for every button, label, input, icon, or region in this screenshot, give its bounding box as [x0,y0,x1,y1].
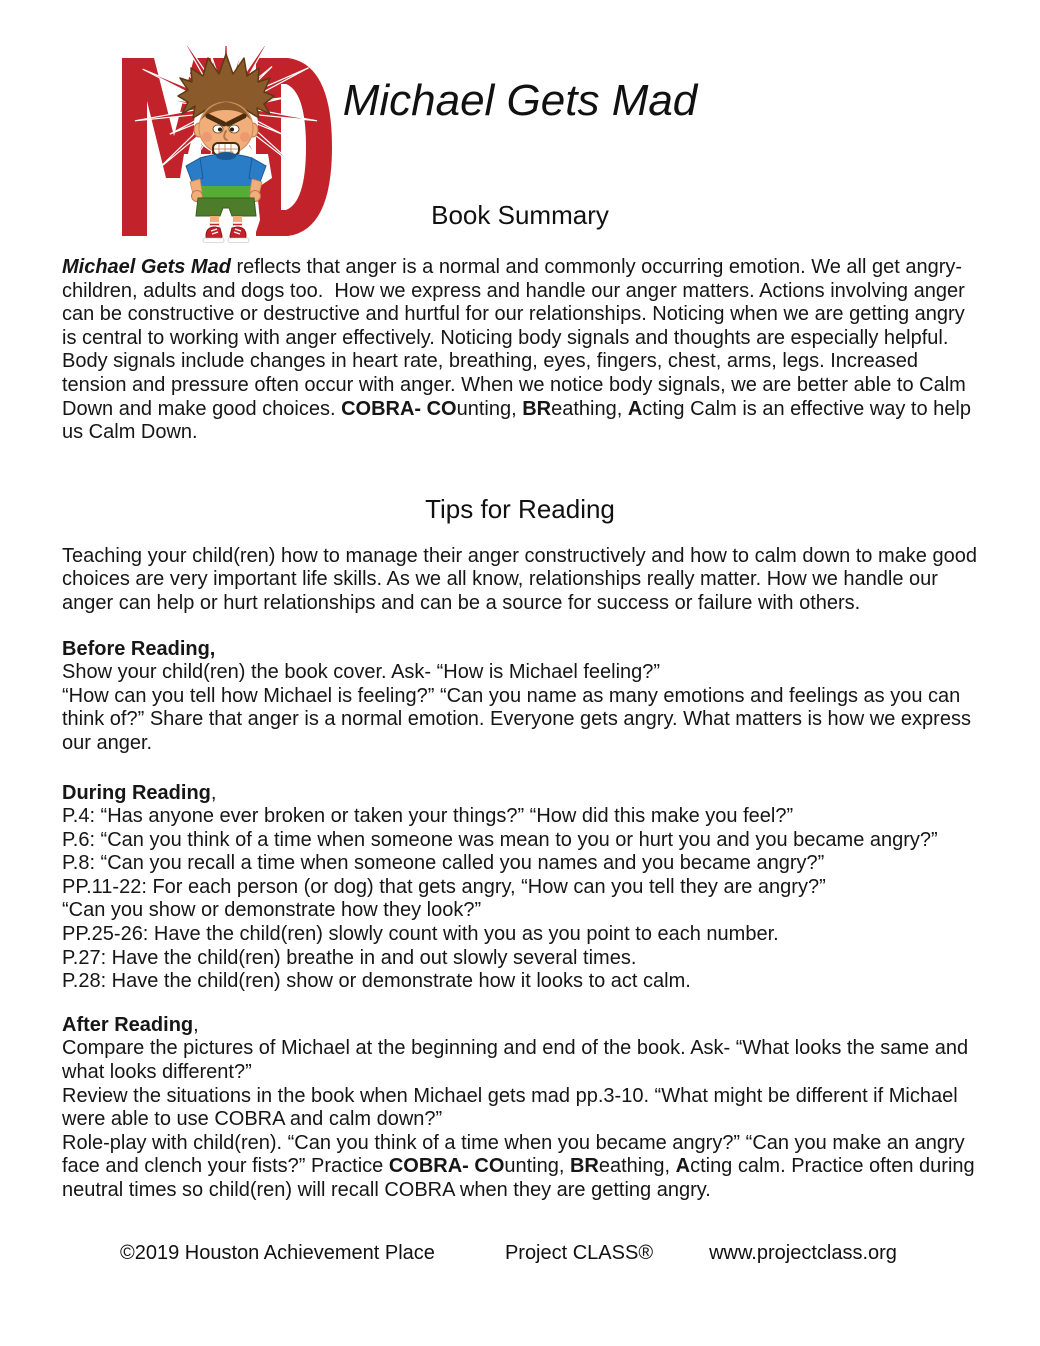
after-reading-paragraph: Compare the pictures of Michael at the beginning and end of the book. Ask- “What looks the same and what looks different?” [62,1037,974,1084]
during-reading-line: P.4: “Has anyone ever broken or taken your things?” “How did this make you feel?” [62,805,794,828]
during-reading-line: P.28: Have the child(ren) show or demonstrate how it looks to act calm. [62,970,691,993]
review-paragraph: Review the situations in the book when Michael gets mad pp.3-10. “What might be different if Michael were able to use COBRA and calm down?” [62,1084,964,1131]
page-title: Michael Gets Mad [342,76,698,125]
tips-intro-paragraph: Teaching your child(ren) how to manage their anger constructively and how to calm down to make good choices are very important life skills. As we all know, relationships really matter. How we handle our anger can help or hurt relationships and can be a source for success or failure with others. [62,544,983,614]
footer-copyright: ©2019 Houston Achievement Place [120,1241,435,1264]
header [0,0,1040,256]
before-reading-heading: Before Reading, [62,637,216,660]
during-reading-line: P.8: “Can you recall a time when someone called you names and you became angry?” [62,852,825,875]
before-reading-line: Show your child(ren) the book cover. Ask- “How is Michael feeling?” [62,661,661,684]
after-reading-heading: After Reading, [62,1013,199,1036]
during-reading-line: PP.25-26: Have the child(ren) slowly count with you as you point to each number. [62,923,779,946]
during-reading-heading: During Reading, [62,781,217,804]
document-body [62,256,983,1265]
during-reading-line: P.6: “Can you think of a time when someone was mean to you or hurt you and you became angry?” [62,828,938,851]
footer [62,1241,978,1265]
during-reading-section [62,782,978,994]
during-reading-line: PP.11-22: For each person (or dog) that gets angry, “How can you tell they are angry?” [62,875,826,898]
after-reading-section [62,1014,978,1085]
before-reading-paragraph: “How can you tell how Michael is feeling?” “Can you name as many emotions and feelings as you can think of?” Share that anger is a normal emotion. Everyone gets angry. What matters is how we express our anger. [62,684,977,754]
footer-url: www.projectclass.org [709,1241,897,1264]
during-reading-line: P.27: Have the child(ren) breathe in and out slowly several times. [62,946,637,969]
roleplay-paragraph: Role-play with child(ren). “Can you think of a time when you became angry?” “Can you make an angry face and clench your fists?” Practice COBRA- COunting, BReathing, Acting calm. Practice often during neutral times so child(ren) will recall COBRA when they are getting angry. [62,1131,981,1201]
tips-for-reading-heading: Tips for Reading [425,493,615,524]
before-reading-section [62,638,978,756]
during-reading-line: “Can you show or demonstrate how they look?” [62,899,482,922]
footer-brand: Project CLASS® [504,1241,654,1264]
page-subtitle: Book Summary [431,200,609,230]
book-summary-paragraph: Michael Gets Mad reflects that anger is a normal and commonly occurring emotion. We all get angry- children, adults and dogs too. How we express and handle our anger matters. Actions involving anger can be constructive or destructive and hurtful for our relationships. Noticing when we are getting angry is central to working with anger effectively. Noticing body signals and thoughts are especially helpful. Body signals include changes in heart rate, breathing, eyes, fingers, chest, arms, legs. Increased tension and pressure often occur with anger. When we notice body signals, we are better able to Calm Down and make good choices. COBRA- COunting, BReathing, Acting Calm is an effective way to help us Calm Down. [62,256,977,444]
